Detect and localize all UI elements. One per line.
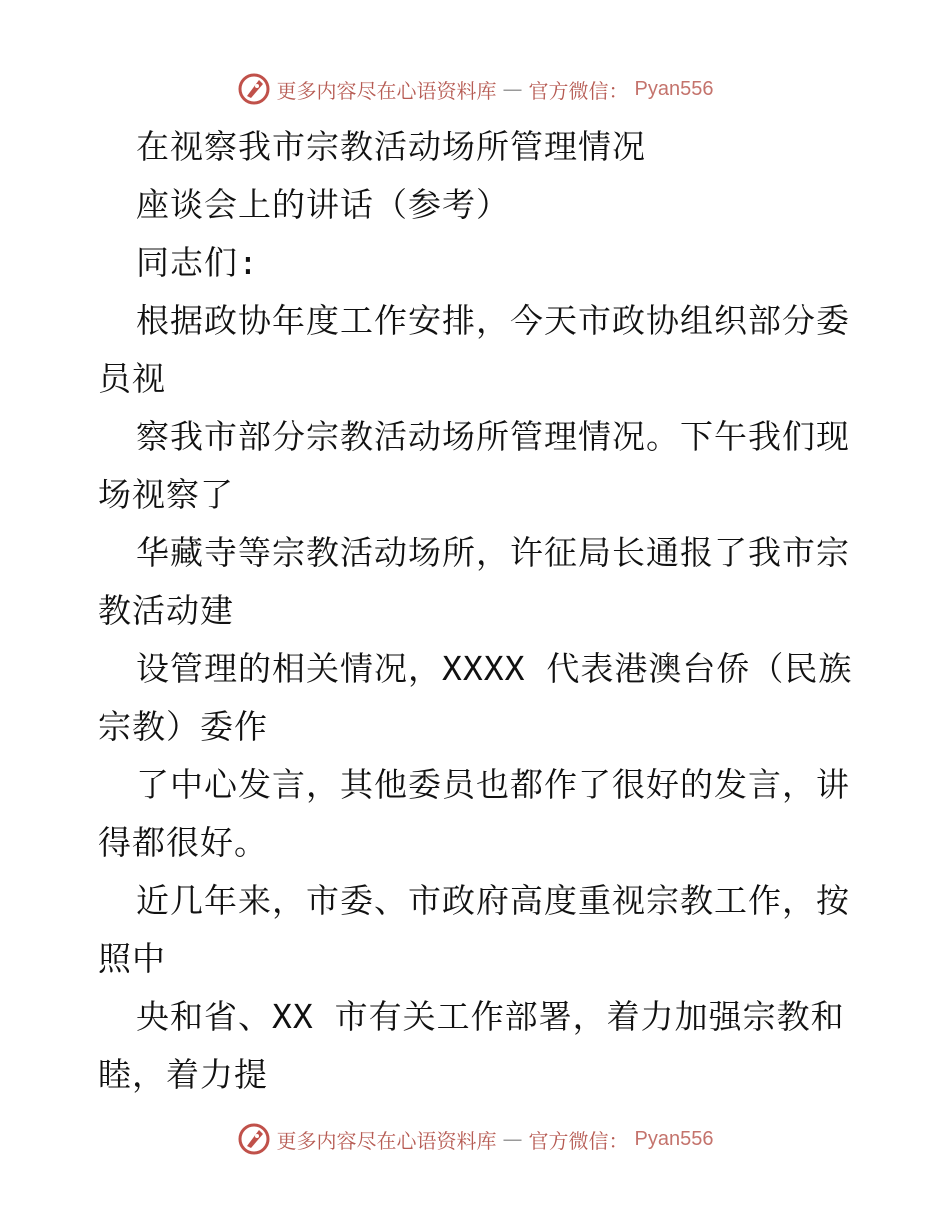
banner-wechat-id: Pyan556 [634, 1127, 714, 1150]
body-line: 宗教）委作 [98, 707, 268, 746]
body-line: 华藏寺等宗教活动场所，许征局长通报了我市宗 [136, 533, 850, 572]
pen-nib-circle-icon [237, 1122, 271, 1156]
body-line: 察我市部分宗教活动场所管理情况。下午我们现 [136, 417, 850, 456]
banner-site-text: 更多内容尽在心语资料库 [276, 78, 497, 103]
banner-separator: — [502, 77, 523, 101]
body-line: 央和省、XX 市有关工作部署，着力加强宗教和 [136, 997, 845, 1036]
banner-wechat-label: 官方微信： [528, 1128, 629, 1153]
document-body [98, 118, 858, 1104]
body-line: 照中 [98, 939, 166, 978]
body-line: 员视 [98, 359, 166, 398]
body-line: 根据政协年度工作安排，今天市政协组织部分委 [136, 301, 850, 340]
title-line-2: 座谈会上的讲话（参考） [136, 185, 510, 224]
body-line: 教活动建 [98, 591, 234, 630]
banner-wechat-id: Pyan556 [634, 77, 714, 100]
header-banner [0, 72, 950, 106]
banner-separator: — [502, 1127, 523, 1151]
body-line: 场视察了 [98, 475, 234, 514]
banner-site-text: 更多内容尽在心语资料库 [276, 1128, 497, 1153]
pen-nib-circle-icon [237, 72, 271, 106]
body-line: 近几年来，市委、市政府高度重视宗教工作，按 [136, 881, 850, 920]
body-line: 睦，着力提 [98, 1055, 268, 1094]
salutation: 同志们: [136, 243, 259, 282]
body-line: 设管理的相关情况，XXXX 代表港澳台侨（民族 [136, 649, 853, 688]
body-line: 得都很好。 [98, 823, 268, 862]
banner-wechat-label: 官方微信： [528, 78, 629, 103]
body-line: 了中心发言，其他委员也都作了很好的发言，讲 [136, 765, 850, 804]
footer-banner [0, 1122, 950, 1156]
title-line-1: 在视察我市宗教活动场所管理情况 [136, 127, 646, 166]
